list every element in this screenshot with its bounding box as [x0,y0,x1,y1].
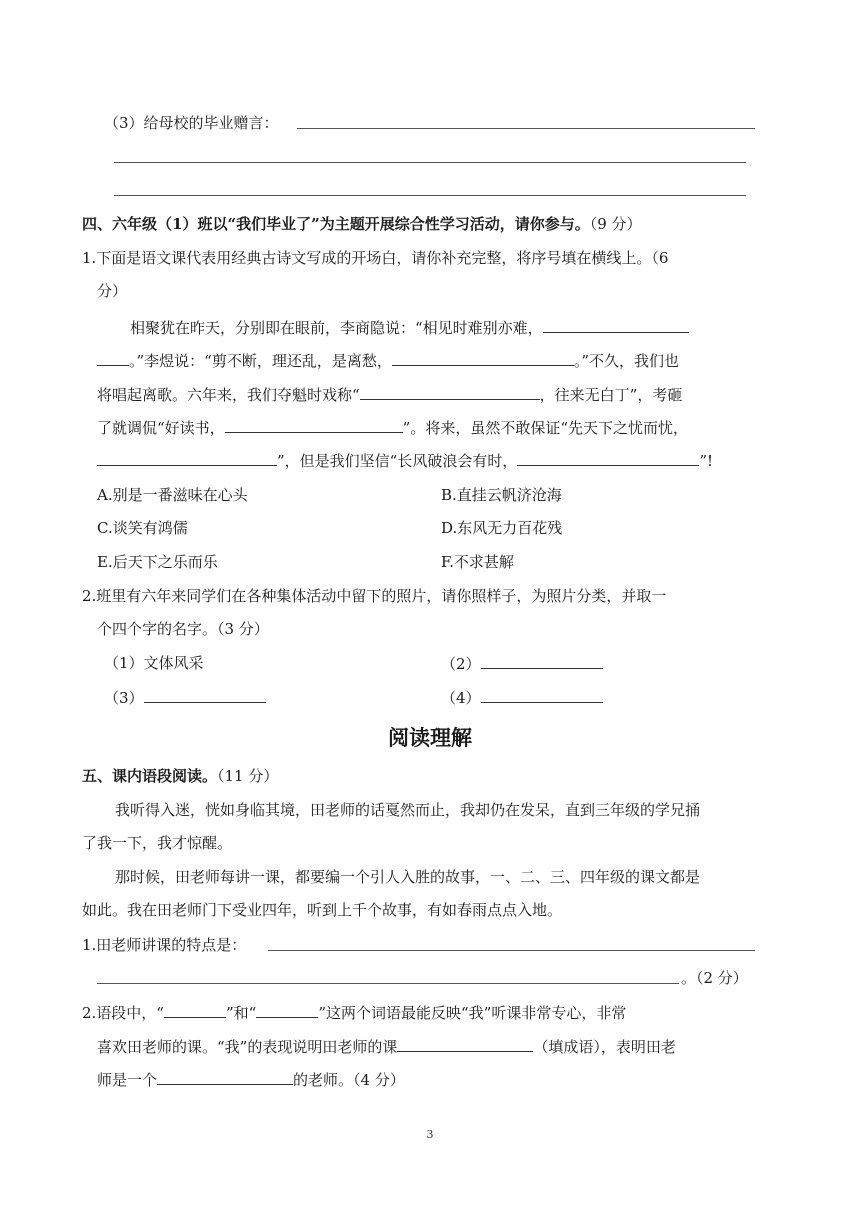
passage-text: ”! [699,452,714,470]
category-label: （3） [104,689,144,707]
passage-text: 。”不久，我们也 [573,352,680,370]
graduation-message-label: （3）给母校的毕业赠言： [104,114,279,132]
s4-q1-line2: 分） [97,282,128,300]
question-text: 师是一个 [97,1071,158,1089]
fill-blank[interactable] [543,317,689,333]
fill-blank[interactable] [97,350,129,366]
s5-q2-line3 [97,1069,405,1090]
s4-q2-line1: 2.班里有六年来同学们在各种集体活动中留下的照片，请你照样子，为照片分类，并取一 [82,587,667,605]
s5-q2-line1 [82,1002,626,1023]
fill-blank[interactable] [164,1002,226,1018]
passage-para1-line1: 我听得入迷，恍如身临其境，田老师的话戛然而止，我却仍在发呆，直到三年级的学兄捅 [115,801,701,819]
photo-category-1: （1）文体风采 [104,654,204,672]
fill-blank[interactable] [360,384,540,400]
fill-blank[interactable] [397,1036,533,1052]
question-text: （填成语），表明田老 [533,1038,676,1056]
question-text: 的老师。（4 分） [293,1071,405,1089]
page-number: 3 [426,1128,434,1141]
option-a: A.别是一番滋味在心头 [97,486,248,504]
s4-q1-passage-line1 [130,317,689,338]
section-5-title: 五、课内语段阅读。 [82,767,218,785]
option-d: D.东风无力百花残 [441,519,563,537]
s4-q1-passage-line2 [97,350,679,371]
option-c: C.谈笑有鸿儒 [97,519,188,537]
section-4-heading [82,214,642,234]
fill-blank[interactable] [225,417,403,433]
passage-text: ”，但是我们坚信“长风破浪会有时， [277,452,518,470]
category-label: （4） [441,689,481,707]
section-4-title: 四、六年级（1）班以“我们毕业了”为主题开展综合性学习活动，请你参与。 [82,215,590,233]
passage-para1-line2: 了我一下，我才惊醒。 [82,834,233,852]
question-text: ”这两个词语最能反映“我”听课非常专心，非常 [318,1004,627,1022]
category-label: （2） [441,655,481,673]
passage-text: ”。将来，虽然不敢保证“先天下之忧而忧， [402,419,689,437]
photo-category-3 [104,687,266,708]
s4-q2-line2: 个四个字的名字。（3 分） [97,620,269,638]
answer-line[interactable] [268,950,755,951]
s5-q1-score: 。（2 分） [681,969,748,987]
fill-blank[interactable] [256,1002,318,1018]
answer-line[interactable] [114,162,746,163]
passage-text: 相聚犹在昨天，分别即在眼前，李商隐说：“相见时难别亦难， [130,319,543,337]
answer-line[interactable] [297,128,755,129]
photo-category-4 [441,687,603,708]
s4-q1-passage-line5 [97,450,713,471]
s4-q1-passage-line4 [97,417,688,438]
section-4-score: （9 分） [589,215,642,233]
answer-line[interactable] [114,195,746,196]
question-text: 喜欢田老师的课。“我”的表现说明田老师的课 [97,1038,398,1056]
option-b: B.直挂云帆济沧海 [441,486,562,504]
fill-blank[interactable] [157,1069,293,1085]
question-text: ”和“ [225,1004,257,1022]
fill-blank[interactable] [481,653,603,669]
fill-blank[interactable] [517,450,699,466]
passage-text: 将唱起离歌。六年来，我们夺魁时戏称“ [97,386,360,404]
section-5-heading [82,766,278,786]
section-5-score: （11 分） [217,767,279,785]
s4-q1-passage-line3 [97,384,682,405]
passage-text: 。”李煜说：“剪不断，理还乱，是离愁， [129,352,392,370]
fill-blank[interactable] [97,450,277,466]
fill-blank[interactable] [481,687,603,703]
fill-blank[interactable] [392,350,574,366]
passage-text: 了就调侃“好读书， [97,419,225,437]
photo-category-2 [441,653,603,674]
question-text: 2.语段中，“ [82,1004,164,1022]
s5-q1-label: 1.田老师讲课的特点是： [82,936,247,954]
reading-comprehension-title: 阅读理解 [388,726,472,750]
option-f: F.不求甚解 [441,553,514,571]
answer-line[interactable] [97,983,679,984]
passage-text: ，往来无白丁”，考砸 [539,386,683,404]
passage-para2-line1: 那时候，田老师每讲一课，都要编一个引人入胜的故事，一、二、三、四年级的课文都是 [115,868,701,886]
fill-blank[interactable] [144,687,266,703]
s5-q2-line2 [97,1036,676,1057]
passage-para2-line2: 如此。我在田老师门下受业四年，听到上千个故事，有如春雨点点入地。 [82,901,563,919]
option-e: E.后天下之乐而乐 [97,553,218,571]
s4-q1-line1: 1.下面是语文课代表用经典古诗文写成的开场白，请你补充完整，将序号填在横线上。（6 [82,249,669,267]
